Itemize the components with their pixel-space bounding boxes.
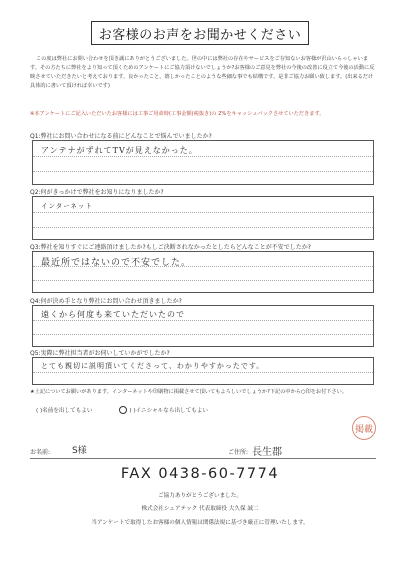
question-4-answer: 遠くから何度も来ていただいたので	[41, 310, 185, 319]
question-3-answer-box[interactable]	[32, 251, 374, 293]
intro-text	[30, 55, 376, 91]
question-1-answer-box[interactable]	[32, 140, 374, 185]
question-4-label: Q4:何が決め手となり弊社にお問い合わせ頂きましたか?	[30, 298, 182, 305]
answer-rule	[33, 212, 373, 213]
question-5-answer: とても親切に説明頂いてくださって、わかりやすかったです。	[41, 362, 265, 370]
customer-info-row	[30, 443, 376, 459]
answer-rule	[33, 156, 373, 157]
question-2-label: Q2:何がきっかけで弊社をお知りになりましたか?	[30, 189, 164, 196]
question-3-label: Q3:弊社を知りすぐにご連絡頂けましたか?もしご決断されなかったとしたらどんなことが不安でしたか?	[30, 244, 311, 251]
address-label: ご住所:	[228, 449, 249, 456]
privacy-notice: 当アンケートで取得したお客様の個人情報は関係法規に基づき厳正に管理いたします。	[91, 520, 309, 526]
answer-rule	[33, 171, 373, 172]
question-5-answer-box[interactable]	[32, 357, 374, 385]
question-2-answer: インターネット	[41, 202, 93, 210]
selected-circle-icon	[119, 406, 127, 414]
question-1-label: Q1:弊社にお問い合わせになる前にどんなことで悩んでいましたか?	[30, 133, 212, 140]
company-name: 株式会社シェアテック 代表取締役 大久保 誠二	[141, 506, 259, 512]
consent-option-name[interactable]	[36, 406, 93, 414]
form-title: お客様のお声をお聞かせください	[91, 21, 309, 45]
name-value[interactable]: S様	[72, 446, 87, 456]
address-value[interactable]: 長生郡	[252, 447, 282, 458]
publication-consent-text: ★上記についてお願いがあります。インターネットや印刷物に掲載させて頂いてもよろしいでしょうか?下記の中から○印をお付下さい。	[30, 389, 348, 395]
question-5-label: Q5:実際に弊社担当者がお伺いしていかがでしたか?	[30, 350, 170, 357]
fax-number: FAX 0438-60-7774	[120, 466, 280, 482]
consent-option-initial-label: ( )イニシャルなら出してもよい	[129, 408, 209, 414]
answer-rule	[33, 320, 373, 321]
approval-stamp	[352, 416, 376, 440]
answer-rule	[33, 227, 373, 228]
intro-paragraph: この度は弊社にお問い合わせを頂き誠にありがとうございました。世の中には弊社の存在やサービスをご存知ないお客様が沢山いらっしゃいます。その方たちに弊社をより知って頂くためのアンケートにご協力頂けないでしょうか?お客様のご意見を弊社の今後の改善に役立て今後の活動に反映させていただきたいと考えております。良かったこと、嬉しかったことのような些細な事でも結構です。是非ご協力お願い致します。(出来るだけ具体的に書いて頂ければ幸いです)	[30, 56, 375, 89]
consent-option-name-label: ( )名前を出してもよい	[36, 408, 93, 414]
question-2-answer-box[interactable]	[32, 196, 374, 240]
answer-rule	[33, 280, 373, 281]
answer-rule	[33, 334, 373, 335]
consent-option-initial[interactable]	[119, 406, 209, 414]
cashback-note: ※本アンケートにご記入いただいたお客様には工事ご用命時(工事金額(税抜き)の 2%をキャッシュバックさせていただきます。	[30, 111, 325, 117]
answer-rule	[33, 372, 373, 373]
question-3-answer: 最近所ではないので不安でした。	[41, 258, 192, 268]
consent-options	[36, 406, 208, 414]
thanks-text: ご協力ありがとうございました。	[158, 493, 242, 499]
name-label: お名前:	[30, 449, 51, 456]
stamp-text: 掲載	[354, 424, 373, 435]
question-1-answer: アンテナがずれてTVが見えなかった。	[41, 146, 198, 155]
question-4-answer-box[interactable]	[32, 305, 374, 347]
